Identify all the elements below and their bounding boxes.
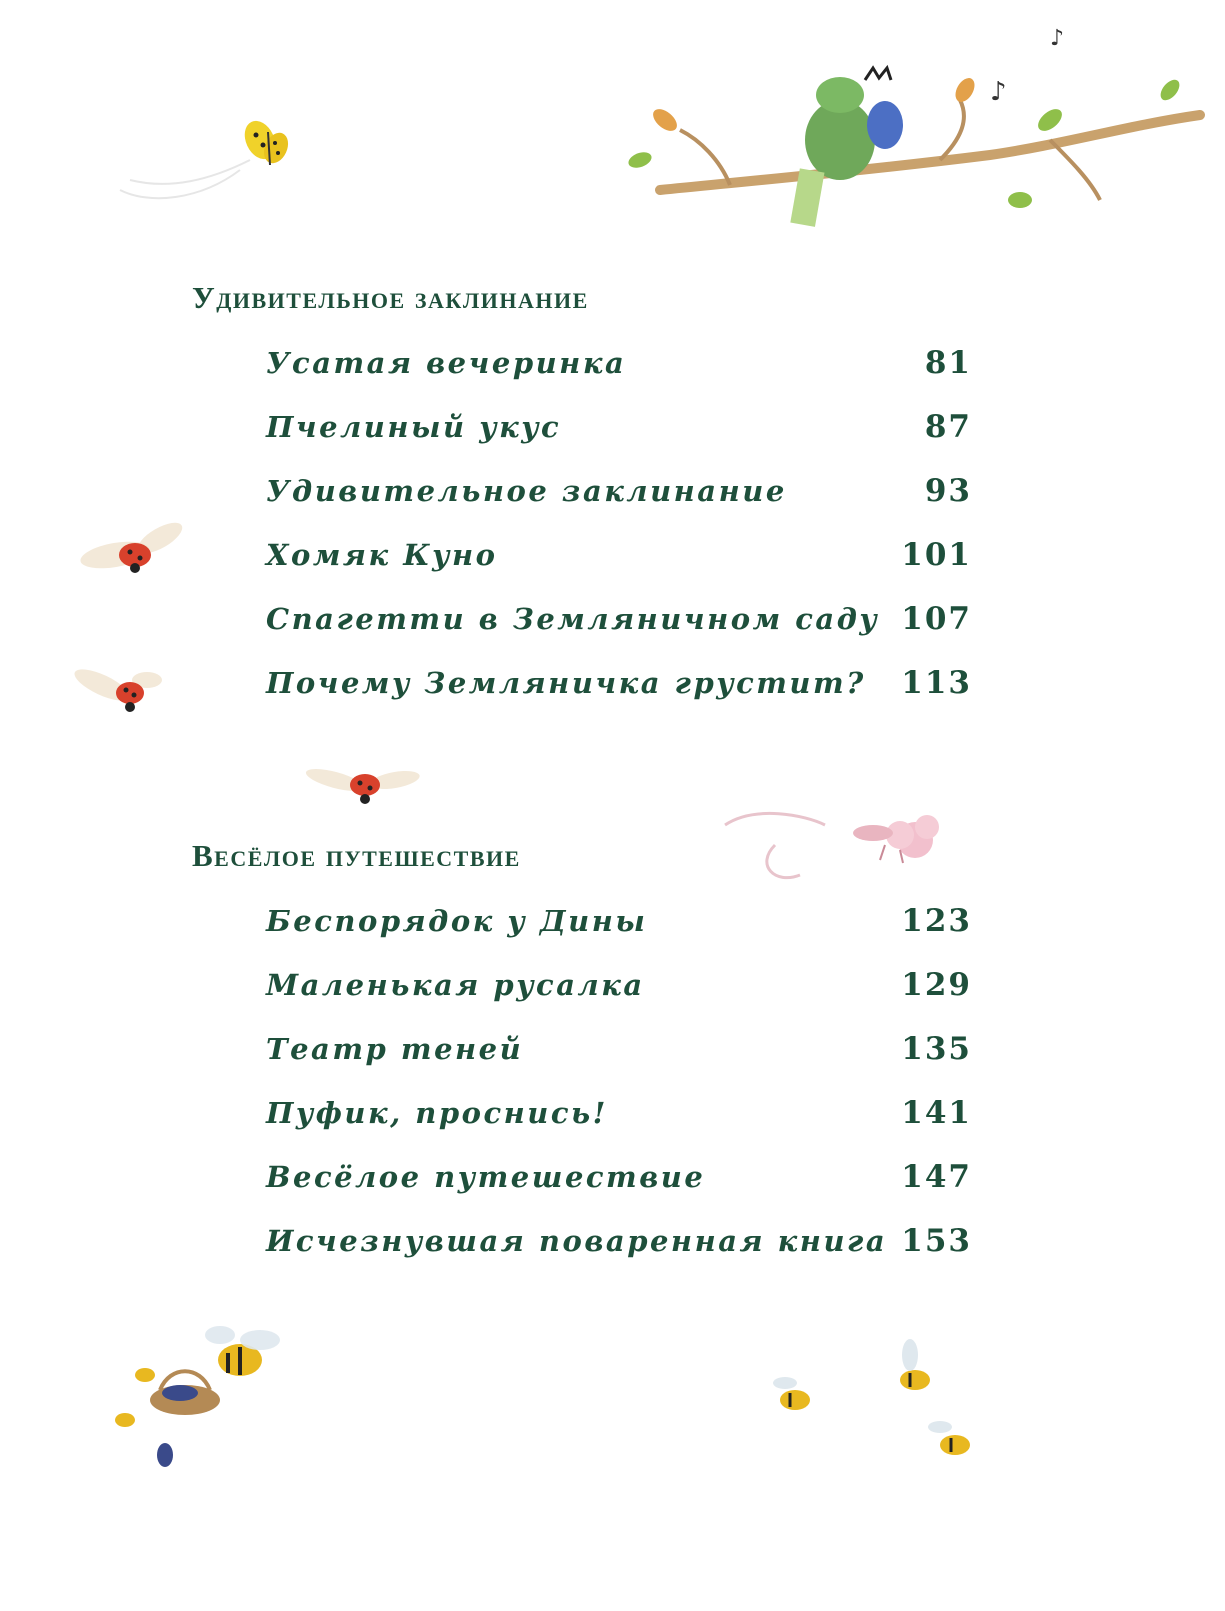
pink-creature-illustration xyxy=(715,805,955,890)
toc-entry[interactable] xyxy=(266,903,972,967)
branch-cricket-illustration xyxy=(610,20,1210,235)
toc-entry[interactable] xyxy=(266,473,972,537)
section-title: Весёлое путешествие xyxy=(192,838,521,873)
entry-page-number: 123 xyxy=(901,903,972,939)
svg-text:♪: ♪ xyxy=(1050,26,1065,51)
entry-page-number: 147 xyxy=(901,1159,972,1195)
toc-entry[interactable] xyxy=(266,665,972,729)
entry-title: Маленькая русалка xyxy=(266,968,645,1002)
entry-page-number: 81 xyxy=(924,345,972,381)
entry-page-number: 93 xyxy=(924,473,972,509)
svg-text:♪: ♪ xyxy=(990,77,1007,107)
entry-page-number: 113 xyxy=(901,665,972,701)
ladybug-illustration xyxy=(300,755,425,815)
toc-list xyxy=(266,903,972,1287)
entry-page-number: 135 xyxy=(901,1031,972,1067)
entry-page-number: 141 xyxy=(901,1095,972,1131)
toc-entry[interactable] xyxy=(266,967,972,1031)
entry-title: Беспорядок у Дины xyxy=(266,904,648,938)
entry-page-number: 101 xyxy=(901,537,972,573)
entry-page-number: 129 xyxy=(901,967,972,1003)
butterfly-illustration xyxy=(110,110,310,210)
entry-title: Весёлое путешествие xyxy=(266,1160,706,1194)
entry-title: Удивительное заклинание xyxy=(266,474,787,508)
entry-page-number: 107 xyxy=(901,601,972,637)
section-title: Удивительное заклинание xyxy=(192,280,589,315)
toc-entry[interactable] xyxy=(266,1095,972,1159)
entry-page-number: 153 xyxy=(901,1223,972,1259)
ladybug-illustration xyxy=(75,500,195,590)
entry-title: Пчелиный укус xyxy=(266,410,562,444)
entry-title: Пуфик, проснись! xyxy=(266,1096,608,1130)
toc-list xyxy=(266,345,972,729)
entry-title: Почему Земляничка грустит? xyxy=(266,666,866,700)
entry-title: Хомяк Куно xyxy=(266,538,498,572)
toc-entry[interactable] xyxy=(266,1223,972,1287)
entry-title: Исчезнувшая поваренная книга xyxy=(266,1224,888,1258)
toc-entry[interactable] xyxy=(266,345,972,409)
ladybug-illustration xyxy=(72,655,172,725)
toc-entry[interactable] xyxy=(266,537,972,601)
toc-entry[interactable] xyxy=(266,601,972,665)
toc-entry[interactable] xyxy=(266,409,972,473)
bees-illustration xyxy=(765,1335,995,1475)
toc-entry[interactable] xyxy=(266,1159,972,1223)
entry-page-number: 87 xyxy=(924,409,972,445)
bees-basket-illustration xyxy=(100,1315,290,1475)
entry-title: Усатая вечеринка xyxy=(266,346,627,380)
toc-entry[interactable] xyxy=(266,1031,972,1095)
entry-title: Спагетти в Земляничном саду xyxy=(266,602,880,636)
entry-title: Театр теней xyxy=(266,1032,524,1066)
